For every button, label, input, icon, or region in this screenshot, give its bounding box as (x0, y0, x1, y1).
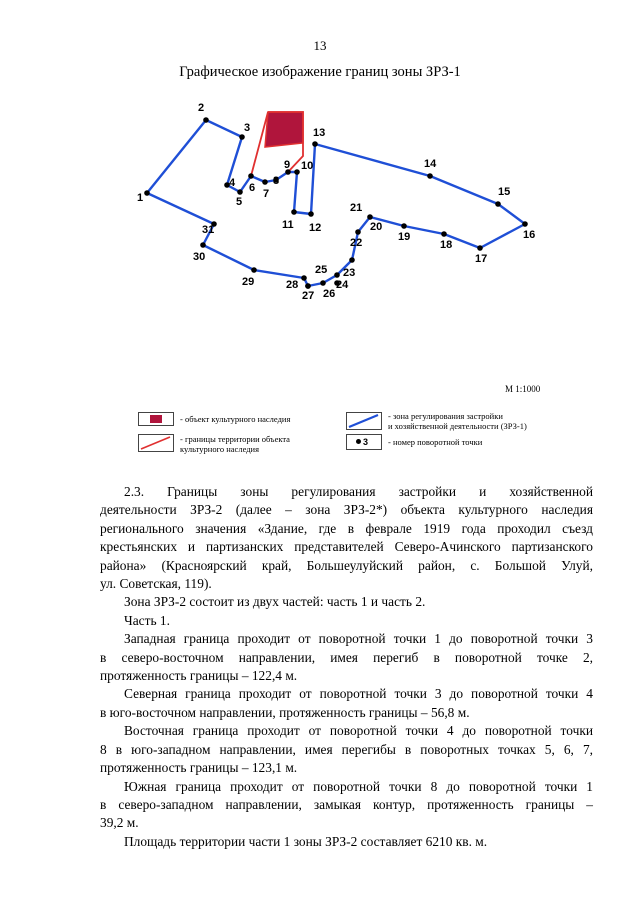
paragraph-east-line2: 8 в юго-западном направлении, имея перегибы в поворотных точках 5, 6, 7, (100, 741, 593, 757)
turn-point-label-24: 24 (336, 279, 349, 291)
paragraph-north-line1: Северная граница проходит от поворотной точки 3 до поворотной точки 4 (124, 686, 593, 702)
turn-point-17 (477, 245, 483, 251)
legend-territory-line1: - границы территории объекта (180, 434, 290, 444)
paragraph-2-3-line4: крестьянских и партизанских представителей Северо-Ачинского партизанского (100, 539, 593, 555)
turn-point-label-10: 10 (301, 160, 314, 172)
turn-point-18 (441, 231, 447, 237)
legend-territory-label (180, 434, 290, 454)
turn-point-label-20: 20 (370, 221, 383, 233)
turn-point-label-27: 27 (302, 290, 315, 302)
legend-zone-label (388, 411, 527, 431)
paragraph-west-line3: протяженность границы – 122,4 м. (100, 668, 298, 684)
turn-point-label-31: 31 (202, 224, 215, 236)
turn-point-3 (239, 134, 245, 140)
paragraph-area: Площадь территории части 1 зоны ЗРЗ-2 составляет 6210 кв. м. (124, 833, 488, 849)
section-text (100, 483, 593, 851)
turn-point-label-29: 29 (242, 276, 255, 288)
legend-heritage-swatch (150, 415, 162, 423)
legend-point-number: 3 (363, 437, 369, 447)
turn-point-2 (203, 117, 209, 123)
turn-point-23 (334, 272, 340, 278)
turn-point-label-19: 19 (398, 231, 411, 243)
turn-point-label-25: 25 (315, 264, 328, 276)
paragraph-2-3-line1: 2.3. Границы зоны регулирования застройки и хозяйственной (124, 484, 593, 499)
turn-point-11 (291, 209, 297, 215)
legend-territory-line2: культурного наследия (180, 444, 260, 454)
turn-point-label-4: 4 (229, 177, 236, 189)
turn-point-label-15: 15 (498, 186, 511, 198)
turn-point-1 (144, 190, 150, 196)
turn-point-label-5: 5 (236, 196, 243, 208)
turn-point-label-22: 22 (350, 237, 363, 249)
turn-point-label-17: 17 (475, 253, 488, 265)
turn-points (144, 117, 528, 289)
turn-point-label-13: 13 (313, 127, 326, 139)
turn-point-label-30: 30 (193, 251, 206, 263)
turn-point-label-26: 26 (323, 288, 336, 300)
legend-point-box (346, 434, 382, 450)
paragraph-north-line2: в юго-восточном направлении, протяженность границы – 56,8 м. (100, 704, 470, 720)
turn-point-14 (427, 173, 433, 179)
turn-point-29 (251, 267, 257, 273)
turn-point-28 (305, 283, 311, 289)
turn-point-20 (367, 214, 373, 220)
turn-point-label-8: 8 (273, 175, 280, 187)
legend-point-label: - номер поворотной точки (388, 437, 483, 447)
paragraph-east-line3: протяженность границы – 123,1 м. (100, 760, 298, 776)
turn-point-label-2: 2 (198, 102, 205, 114)
turn-point-label-16: 16 (523, 229, 536, 241)
paragraph-part-1: Часть 1. (124, 612, 170, 628)
turn-point-16 (522, 221, 528, 227)
page-number: 13 (313, 38, 327, 53)
turn-point-label-23: 23 (343, 267, 356, 279)
legend-zone-line1: - зона регулирования застройки (388, 411, 503, 421)
legend-point-dot (356, 439, 361, 444)
paragraph-zone-parts: Зона ЗРЗ-2 состоит из двух частей: часть 1 и часть 2. (124, 594, 426, 610)
turn-point-6 (248, 173, 254, 179)
turn-point-label-11: 11 (282, 219, 294, 231)
turn-point-30 (200, 242, 206, 248)
legend-zone-swatch (347, 413, 381, 429)
turn-point-10 (294, 169, 300, 175)
turn-point-label-6: 6 (249, 182, 256, 194)
turn-point-12 (308, 211, 314, 217)
legend-territory-box (138, 434, 174, 452)
heritage-object-shape (265, 112, 303, 147)
legend-heritage-label: - объект культурного наследия (180, 414, 291, 424)
paragraph-east-line1: Восточная граница проходит от поворотной точки 4 до поворотной точки (124, 723, 593, 739)
turn-point-label-18: 18 (440, 239, 453, 251)
turn-point-21 (355, 229, 361, 235)
paragraph-west-line2: в северо-восточном направлении, имея перегиб в поворотной точке 2, (100, 649, 593, 665)
turn-point-5 (237, 189, 243, 195)
turn-point-15 (495, 201, 501, 207)
legend-zone-line2: и хозяйственной деятельности (ЗРЗ-1) (388, 421, 527, 431)
turn-point-label-14: 14 (424, 158, 437, 170)
legend-heritage-box (138, 412, 174, 426)
turn-point-7 (262, 179, 268, 185)
turn-point-label-21: 21 (350, 202, 363, 214)
turn-point-label-7: 7 (263, 188, 270, 200)
map-scale: М 1:1000 (505, 384, 541, 394)
turn-point-label-3: 3 (244, 122, 251, 134)
turn-point-19 (401, 223, 407, 229)
turn-point-label-28: 28 (286, 279, 299, 291)
turn-point-label-1: 1 (137, 192, 144, 204)
paragraph-2-3-line2: деятельности ЗРЗ-2 (далее – зона ЗРЗ-2*) объекта культурного наследия (100, 502, 593, 518)
paragraph-2-3-line5: района» (Красноярский край, Большеулуйский район, с. Большой Улуй, (100, 557, 593, 573)
turn-point-13 (312, 141, 318, 147)
turn-point-27 (301, 275, 307, 281)
paragraph-2-3-line3: регионального значения «Здание, где в феврале 1919 года проходил съезд (100, 520, 593, 536)
figure-title: Графическое изображение границ зоны ЗРЗ-1 (179, 64, 461, 80)
turn-point-label-12: 12 (309, 222, 322, 234)
turn-point-24 (320, 280, 326, 286)
paragraph-south-line2: в северо-западном направлении, замыкая контур, протяженность границы – (100, 796, 593, 812)
paragraph-south-line3: 39,2 м. (100, 815, 139, 831)
paragraph-2-3-line6: ул. Советская, 119). (100, 576, 212, 592)
turn-point-label-9: 9 (284, 159, 291, 171)
legend-zone-box (346, 412, 382, 430)
paragraph-west-line1: Западная граница проходит от поворотной точки 1 до поворотной точки 3 (124, 631, 593, 647)
turn-point-22 (349, 257, 355, 263)
paragraph-south-line1: Южная граница проходит от поворотной точки 8 до поворотной точки 1 (124, 778, 593, 794)
legend-territory-swatch (139, 435, 173, 451)
